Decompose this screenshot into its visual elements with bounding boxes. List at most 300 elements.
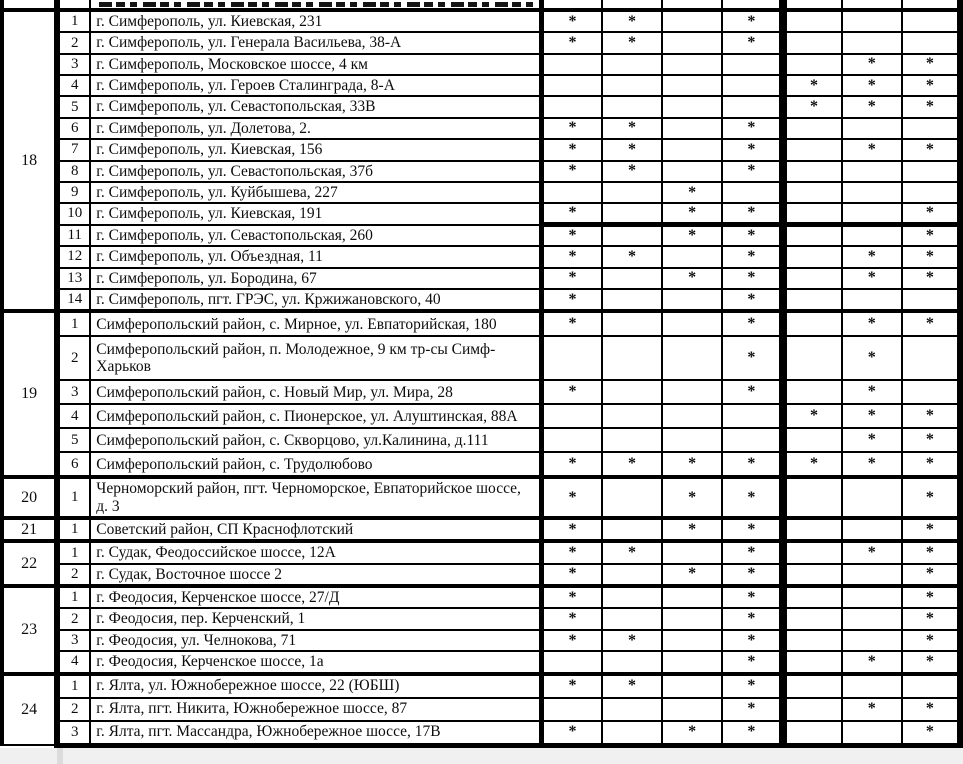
star-empty-cell	[842, 182, 902, 203]
star-mark-cell: *	[662, 182, 722, 203]
address-cell	[90, 541, 541, 563]
star-mark-cell: *	[722, 161, 783, 182]
star-mark-cell: *	[542, 289, 602, 311]
star-empty-cell	[783, 225, 841, 247]
star-empty-cell	[783, 564, 841, 586]
star-mark-cell: *	[902, 452, 960, 477]
star-mark-cell: *	[542, 311, 602, 336]
address-cell	[90, 246, 541, 267]
star-empty-cell	[662, 246, 722, 267]
star-mark-cell: *	[542, 586, 602, 608]
address-cell	[90, 225, 541, 247]
star-mark-cell: *	[902, 698, 960, 721]
star-mark-cell: *	[542, 139, 602, 160]
address-text: Советский район, СП Краснофлотский	[96, 521, 354, 539]
star-empty-cell	[722, 96, 783, 117]
star-empty-cell	[602, 428, 662, 452]
address-text: г. Симферополь, ул. Куйбышева, 227	[96, 183, 338, 201]
star-empty-cell	[602, 586, 662, 608]
star-empty-cell	[783, 518, 841, 541]
star-mark-cell: *	[722, 721, 783, 746]
star-empty-cell	[842, 608, 902, 629]
star-empty-cell	[783, 311, 841, 336]
address-cell	[90, 10, 541, 32]
star-empty-cell	[602, 336, 662, 380]
table-row	[2, 75, 960, 96]
star-empty-cell	[842, 564, 902, 586]
star-empty-cell	[783, 0, 841, 10]
star-empty-cell	[783, 477, 841, 518]
address-text: г. Симферополь, ул. Киевская, 191	[96, 205, 323, 223]
address-cell	[90, 428, 541, 452]
address-cell	[90, 161, 541, 182]
star-mark-cell: *	[542, 203, 602, 225]
star-empty-cell	[842, 586, 902, 608]
star-empty-cell	[542, 54, 602, 75]
star-empty-cell	[542, 336, 602, 380]
address-cell	[90, 608, 541, 629]
star-mark-cell: *	[722, 203, 783, 225]
address-text: г. Ялта, пгт. Никита, Южнобережное шоссе, 87	[96, 700, 408, 718]
star-mark-cell: *	[602, 118, 662, 139]
star-empty-cell	[783, 336, 841, 380]
address-text: г. Симферополь, ул. Долетова, 2.	[96, 119, 311, 137]
star-mark-cell: *	[842, 651, 902, 673]
row-number-cell: 4	[57, 404, 90, 428]
row-number-cell: 3	[57, 54, 90, 75]
star-mark-cell: *	[902, 225, 960, 247]
star-mark-cell: *	[542, 541, 602, 563]
star-empty-cell	[662, 75, 722, 96]
table-row	[2, 118, 960, 139]
star-empty-cell	[842, 203, 902, 225]
star-empty-cell	[902, 10, 960, 32]
star-mark-cell: *	[722, 564, 783, 586]
address-cell	[90, 311, 541, 336]
star-mark-cell: *	[842, 139, 902, 160]
star-empty-cell	[662, 118, 722, 139]
address-text: г. Феодосия, Керченское шоссе, 27/Д	[96, 589, 340, 607]
star-empty-cell	[783, 32, 841, 53]
table-row	[2, 651, 960, 673]
star-empty-cell	[602, 96, 662, 117]
star-mark-cell: *	[902, 651, 960, 673]
star-mark-cell: *	[842, 311, 902, 336]
row-number-cell: 1	[57, 10, 90, 32]
star-mark-cell: *	[902, 721, 960, 746]
address-cell	[90, 118, 541, 139]
row-number-cell: 2	[57, 564, 90, 586]
row-number-cell: 3	[57, 380, 90, 404]
star-empty-cell	[783, 674, 841, 698]
row-number-cell: 1	[57, 541, 90, 563]
star-mark-cell: *	[842, 698, 902, 721]
address-text: Симферопольский район, с. Скворцово, ул.Калинина, д.111	[96, 431, 489, 449]
star-empty-cell	[902, 182, 960, 203]
star-empty-cell	[662, 541, 722, 563]
star-mark-cell: *	[542, 674, 602, 698]
star-mark-cell: *	[902, 477, 960, 518]
star-mark-cell: *	[722, 452, 783, 477]
address-text: Симферопольский район, с. Новый Мир, ул. Мира, 28	[96, 383, 453, 401]
star-empty-cell	[722, 54, 783, 75]
star-empty-cell	[542, 0, 602, 10]
address-text: г. Симферополь, ул. Объездная, 11	[96, 248, 323, 266]
row-number-cell: 2	[57, 336, 90, 380]
star-empty-cell	[722, 404, 783, 428]
star-mark-cell: *	[722, 289, 783, 311]
star-empty-cell	[602, 311, 662, 336]
table-row	[2, 182, 960, 203]
star-mark-cell: *	[902, 608, 960, 629]
star-empty-cell	[602, 477, 662, 518]
address-cell	[90, 721, 541, 746]
table-row	[2, 586, 960, 608]
star-empty-cell	[662, 428, 722, 452]
address-cell	[90, 32, 541, 53]
row-number-cell: 1	[57, 586, 90, 608]
star-empty-cell	[842, 225, 902, 247]
table-row	[2, 96, 960, 117]
star-empty-cell	[542, 651, 602, 673]
address-cell	[90, 586, 541, 608]
star-empty-cell	[842, 0, 902, 10]
clipped-text-cell	[90, 0, 541, 10]
address-text: г. Симферополь, ул. Героев Сталинграда, 8-А	[96, 77, 395, 95]
star-empty-cell	[542, 75, 602, 96]
table-row	[2, 452, 960, 477]
star-mark-cell: *	[722, 139, 783, 160]
star-mark-cell: *	[542, 630, 602, 651]
star-mark-cell: *	[722, 10, 783, 32]
address-cell	[90, 380, 541, 404]
address-text: Симферопольский район, с. Мирное, ул. Евпаторийская, 180	[96, 315, 497, 333]
address-text: г. Судак, Восточное шоссе 2	[96, 565, 282, 583]
table-row	[2, 721, 960, 746]
row-number-cell: 4	[57, 651, 90, 673]
address-cell	[90, 96, 541, 117]
star-empty-cell	[842, 32, 902, 53]
star-mark-cell: *	[902, 268, 960, 289]
row-number-cell: 6	[57, 118, 90, 139]
star-mark-cell: *	[902, 311, 960, 336]
row-number-cell: 5	[57, 96, 90, 117]
star-mark-cell: *	[722, 586, 783, 608]
row-number-cell: 1	[57, 311, 90, 336]
table-row	[2, 674, 960, 698]
star-empty-cell	[722, 428, 783, 452]
row-number-cell: 1	[57, 518, 90, 541]
group-number-cell: 19	[2, 311, 57, 477]
page-margin-area	[0, 748, 963, 764]
table-row	[2, 404, 960, 428]
star-empty-cell	[662, 336, 722, 380]
star-empty-cell	[783, 608, 841, 629]
star-empty-cell	[842, 10, 902, 32]
star-mark-cell: *	[542, 380, 602, 404]
table-row	[2, 289, 960, 311]
star-empty-cell	[602, 608, 662, 629]
star-mark-cell: *	[842, 96, 902, 117]
star-mark-cell: *	[842, 246, 902, 267]
star-mark-cell: *	[722, 630, 783, 651]
address-text: г. Симферополь, ул. Генерала Васильева, 38-А	[96, 34, 402, 52]
address-text: г. Симферополь, ул. Севастопольская, 37б	[96, 162, 374, 180]
table-row	[2, 518, 960, 541]
group-number-cell: 22	[2, 541, 57, 586]
star-mark-cell: *	[902, 586, 960, 608]
address-text: г. Феодосия, пер. Керченский, 1	[96, 610, 306, 628]
star-empty-cell	[722, 182, 783, 203]
star-mark-cell: *	[542, 118, 602, 139]
address-cell	[90, 75, 541, 96]
star-empty-cell	[783, 182, 841, 203]
star-mark-cell: *	[842, 336, 902, 380]
star-empty-cell	[902, 118, 960, 139]
table-row	[2, 203, 960, 225]
star-empty-cell	[783, 139, 841, 160]
star-empty-cell	[842, 721, 902, 746]
star-empty-cell	[602, 203, 662, 225]
star-mark-cell: *	[542, 564, 602, 586]
row-number-cell: 14	[57, 289, 90, 311]
star-mark-cell: *	[722, 225, 783, 247]
row-number-cell: 7	[57, 139, 90, 160]
star-empty-cell	[662, 54, 722, 75]
star-mark-cell: *	[722, 246, 783, 267]
table-row	[2, 139, 960, 160]
row-number-cell: 3	[57, 630, 90, 651]
star-empty-cell	[783, 541, 841, 563]
group-number-cell: 24	[2, 674, 57, 746]
table-row	[2, 608, 960, 629]
star-mark-cell: *	[722, 380, 783, 404]
star-empty-cell	[842, 630, 902, 651]
page-margin-line	[57, 748, 63, 764]
star-mark-cell: *	[783, 404, 841, 428]
star-empty-cell	[783, 698, 841, 721]
row-number-cell	[57, 0, 90, 10]
star-empty-cell	[602, 268, 662, 289]
star-empty-cell	[602, 721, 662, 746]
row-number-cell: 10	[57, 203, 90, 225]
address-text: г. Симферополь, ул. Бородина, 67	[96, 269, 317, 287]
row-number-cell: 2	[57, 698, 90, 721]
row-number-cell: 12	[57, 246, 90, 267]
star-empty-cell	[602, 698, 662, 721]
star-empty-cell	[662, 289, 722, 311]
star-mark-cell: *	[842, 404, 902, 428]
star-empty-cell	[542, 404, 602, 428]
address-text: г. Феодосия, ул. Челнокова, 71	[96, 631, 297, 649]
star-mark-cell: *	[783, 96, 841, 117]
star-empty-cell	[602, 75, 662, 96]
address-cell	[90, 630, 541, 651]
star-mark-cell: *	[542, 32, 602, 53]
star-empty-cell	[662, 32, 722, 53]
row-number-cell: 1	[57, 674, 90, 698]
star-mark-cell: *	[842, 428, 902, 452]
star-mark-cell: *	[722, 477, 783, 518]
address-text: г. Ялта, ул. Южнобережное шоссе, 22 (ЮБШ)	[96, 677, 400, 695]
star-mark-cell: *	[783, 452, 841, 477]
star-empty-cell	[542, 96, 602, 117]
star-mark-cell: *	[542, 268, 602, 289]
row-number-cell: 6	[57, 452, 90, 477]
star-mark-cell: *	[542, 608, 602, 629]
table-row	[2, 477, 960, 518]
star-mark-cell: *	[902, 404, 960, 428]
star-mark-cell: *	[783, 75, 841, 96]
star-mark-cell: *	[662, 452, 722, 477]
row-number-cell: 11	[57, 225, 90, 247]
star-mark-cell: *	[722, 268, 783, 289]
star-empty-cell	[783, 246, 841, 267]
star-empty-cell	[602, 0, 662, 10]
star-empty-cell	[662, 0, 722, 10]
star-empty-cell	[602, 289, 662, 311]
address-text: г. Симферополь, ул. Севастопольская, 33В	[96, 98, 376, 116]
address-text: г. Симферополь, Московское шоссе, 4 км	[96, 55, 368, 73]
address-text: Симферопольский район, п. Молодежное, 9 км тр-сы Симф-Харьков	[96, 340, 496, 376]
star-mark-cell: *	[542, 161, 602, 182]
star-mark-cell: *	[902, 428, 960, 452]
table-row	[2, 630, 960, 651]
star-mark-cell: *	[542, 721, 602, 746]
star-mark-cell: *	[602, 32, 662, 53]
star-empty-cell	[783, 54, 841, 75]
table-row	[2, 268, 960, 289]
star-mark-cell: *	[602, 541, 662, 563]
star-empty-cell	[662, 674, 722, 698]
star-mark-cell: *	[842, 54, 902, 75]
address-cell	[90, 289, 541, 311]
star-empty-cell	[902, 32, 960, 53]
star-empty-cell	[842, 518, 902, 541]
table-row	[2, 336, 960, 380]
row-number-cell: 3	[57, 721, 90, 746]
address-text: Симферопольский район, с. Пионерское, ул. Алуштинская, 88А	[96, 407, 518, 425]
address-text: г. Симферополь, ул. Киевская, 156	[96, 141, 323, 159]
star-mark-cell: *	[662, 477, 722, 518]
row-number-cell: 9	[57, 182, 90, 203]
star-mark-cell: *	[902, 518, 960, 541]
star-empty-cell	[902, 674, 960, 698]
address-text: г. Феодосия, Керченское шоссе, 1а	[96, 653, 324, 671]
star-mark-cell: *	[902, 75, 960, 96]
table-row	[2, 541, 960, 563]
address-cell	[90, 203, 541, 225]
star-empty-cell	[783, 289, 841, 311]
star-mark-cell: *	[542, 452, 602, 477]
star-mark-cell: *	[542, 518, 602, 541]
table-row	[2, 246, 960, 267]
star-mark-cell: *	[842, 380, 902, 404]
star-mark-cell: *	[722, 311, 783, 336]
star-empty-cell	[602, 518, 662, 541]
star-empty-cell	[902, 161, 960, 182]
star-empty-cell	[783, 630, 841, 651]
star-empty-cell	[902, 289, 960, 311]
star-empty-cell	[602, 54, 662, 75]
address-text: г. Ялта, пгт. Массандра, Южнобережное шоссе, 17В	[96, 723, 441, 741]
address-text: г. Симферополь, пгт. ГРЭС, ул. Кржижановского, 40	[96, 290, 441, 308]
star-empty-cell	[662, 698, 722, 721]
star-mark-cell: *	[662, 203, 722, 225]
star-mark-cell: *	[722, 32, 783, 53]
address-text: г. Судак, Феодоссийское шоссе, 12А	[96, 544, 336, 562]
star-mark-cell: *	[602, 139, 662, 160]
star-mark-cell: *	[842, 541, 902, 563]
star-empty-cell	[602, 380, 662, 404]
table-row	[2, 698, 960, 721]
star-mark-cell: *	[542, 225, 602, 247]
star-empty-cell	[902, 380, 960, 404]
table-row	[2, 428, 960, 452]
star-mark-cell: *	[722, 651, 783, 673]
star-mark-cell: *	[542, 477, 602, 518]
table-row	[2, 311, 960, 336]
star-empty-cell	[783, 380, 841, 404]
star-mark-cell: *	[602, 161, 662, 182]
star-empty-cell	[842, 674, 902, 698]
address-cell	[90, 674, 541, 698]
star-empty-cell	[662, 311, 722, 336]
star-mark-cell: *	[722, 336, 783, 380]
address-text: Черноморский район, пгт. Черноморское, Евпаторийское шоссе, д. 3	[96, 480, 521, 515]
star-empty-cell	[783, 10, 841, 32]
star-mark-cell: *	[902, 54, 960, 75]
star-empty-cell	[662, 139, 722, 160]
address-cell	[90, 54, 541, 75]
group-number-cell: 20	[2, 477, 57, 518]
star-mark-cell: *	[662, 268, 722, 289]
table-row	[2, 10, 960, 32]
star-mark-cell: *	[602, 452, 662, 477]
star-mark-cell: *	[722, 518, 783, 541]
star-mark-cell: *	[722, 608, 783, 629]
star-empty-cell	[722, 0, 783, 10]
star-empty-cell	[662, 161, 722, 182]
star-mark-cell: *	[602, 630, 662, 651]
group-number-cell: 23	[2, 586, 57, 673]
star-empty-cell	[662, 586, 722, 608]
star-empty-cell	[902, 336, 960, 380]
table-row	[2, 564, 960, 586]
star-empty-cell	[602, 225, 662, 247]
row-number-cell: 2	[57, 608, 90, 629]
star-empty-cell	[662, 10, 722, 32]
table-row	[2, 225, 960, 247]
address-cell	[90, 564, 541, 586]
star-mark-cell: *	[902, 139, 960, 160]
clipped-partial-row	[2, 0, 960, 10]
address-cell	[90, 477, 541, 518]
address-text: Симферопольский район, с. Трудолюбово	[96, 455, 373, 473]
address-cell	[90, 336, 541, 380]
star-empty-cell	[662, 630, 722, 651]
star-empty-cell	[783, 721, 841, 746]
address-cell	[90, 404, 541, 428]
address-cell	[90, 182, 541, 203]
row-number-cell: 2	[57, 32, 90, 53]
star-empty-cell	[783, 161, 841, 182]
star-empty-cell	[902, 0, 960, 10]
star-empty-cell	[842, 289, 902, 311]
star-mark-cell: *	[602, 674, 662, 698]
star-mark-cell: *	[722, 118, 783, 139]
star-empty-cell	[662, 96, 722, 117]
